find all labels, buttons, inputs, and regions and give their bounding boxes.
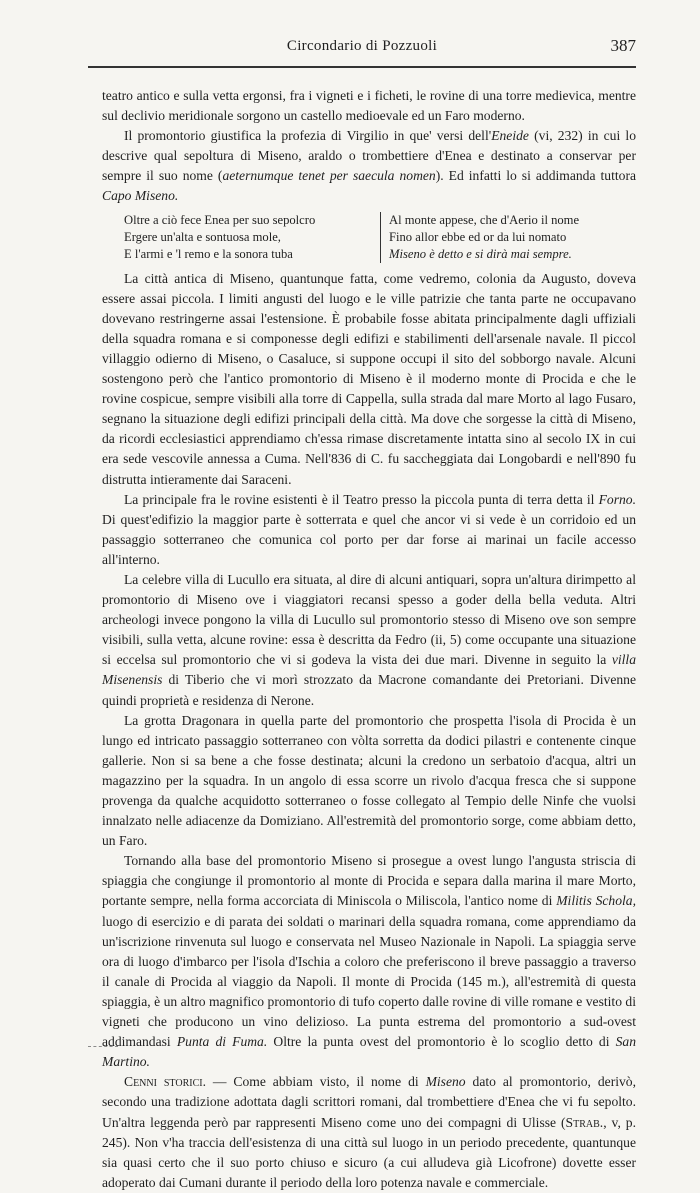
paragraph-8-text-a: — Come abbiam visto, il nome di bbox=[205, 1074, 426, 1090]
verse-line: Oltre a ciò fece Enea per suo sepolcro bbox=[124, 212, 316, 227]
paragraph-4-text-b: Di quest'edifizio la maggior parte è sotterrata e quel che ancor vi si vede è un corridoio ed un passaggio sotterraneo che comunica col porto per dar forse ai marinai un facile accesso all'interno. bbox=[102, 511, 636, 567]
verse-line: E l'armi e 'l remo e la sonora tuba bbox=[124, 246, 293, 261]
section-heading-cenni-storici: Cenni storici. bbox=[124, 1074, 206, 1090]
page-body bbox=[102, 86, 636, 1193]
verse-line: Al monte appese, che d'Aerio il nome bbox=[389, 212, 580, 227]
paragraph-6: La grotta Dragonara in quella parte del promontorio che prospetta l'isola di Procida è un lungo ed intricato passaggio sotterraneo con vòlta sorretta da dodici pilastri e contenente cinque gallerie. Non si sa bene a che fosse destinata; alcuni la credono un serbatoio d'acqua, altri un magazzino per la squadra. In un angolo di essa scorre un rivolo d'acqua fresca che si suppone provenga da qualche acquidotto sotterraneo o fosse collegato al Tempio delle Ninfe che vuolsi innalzato nelle adiacenze da Domiziano. All'estremità del promontorio sorge, come abbiam detto, un Faro. bbox=[102, 712, 636, 849]
page-number: 387 bbox=[610, 36, 636, 55]
forno-name: Forno. bbox=[598, 491, 636, 507]
paragraph-2-text-a: Il promontorio giustifica la profezia di Virgilio in que' versi dell' bbox=[124, 128, 492, 144]
verse-line: Ergere un'alta e sontuosa mole, bbox=[124, 229, 281, 244]
verse-quotation bbox=[102, 212, 636, 263]
paragraph-2 bbox=[102, 126, 636, 206]
paragraph-8-text-b: dato al promontorio, derivò, secondo una tradizione adottata dagli scrittori romani, dal trombettiere d'Enea che vi fu sepolto. Un'altra leggenda però par rappresenti Miseno come uno dei compagni di Ulisse ( bbox=[102, 1074, 636, 1130]
paragraph-4-text-a: La principale fra le rovine esistenti è il Teatro presso la piccola punta di terra detta il bbox=[124, 491, 599, 507]
paragraph-8 bbox=[102, 1072, 636, 1193]
paragraph-5 bbox=[102, 570, 636, 711]
miseno-name: Miseno bbox=[425, 1074, 466, 1090]
verse-right-column bbox=[380, 212, 579, 263]
paragraph-4 bbox=[102, 490, 636, 570]
paragraph-5-text-b: di Tiberio che vi morì strozzato da Macrone comandante dei Pretoriani. Divenne quindi proprietà e residenza di Nerone. bbox=[102, 672, 636, 708]
verse-line: Miseno è detto e si dirà mai sempre. bbox=[389, 246, 572, 261]
san-martino: San Martino. bbox=[102, 1034, 636, 1070]
running-title: Circondario di Pozzuoli bbox=[286, 38, 438, 54]
paragraph-8-text-c: , v, p. 245). Non v'ha traccia dell'esistenza di una città sul luogo in un periodo precedente, quantunque sia quasi certo che il suo porto chiuso e sicuro (a cui alludeva già Licofrone) dovette esser adoperato dai Cumani durante il periodo della loro potenza navale e commerciale. bbox=[102, 1114, 637, 1190]
punta-di-fuma: Punta di Fuma. bbox=[176, 1034, 268, 1050]
paragraph-7 bbox=[102, 851, 636, 1072]
paragraph-2-text-b: (vi, 232) in cui lo descrive qual sepoltura di Miseno, araldo o trombettiere d'Enea e destinato a conservar per sempre il suo nome ( bbox=[102, 128, 636, 184]
verse-left-column bbox=[102, 212, 376, 263]
running-header bbox=[88, 30, 636, 70]
paragraph-3: La città antica di Miseno, quantunque fatta, come vedremo, colonia da Augusto, doveva essere assai piccola. I limiti angusti del luogo e le ville patrizie che tanta parte ne occupavano dovevano restringerne assai l'estensione. È probabile fosse abitata principalmente dagli uffiziali della squadra romana e si componesse degli edifizi e stabilimenti dell'arsenale navale. Il piccol villaggio odierno di Miseno, o Casaluce, si suppone occupi il sito del sobborgo navale. Alcuni sostengono però che l'antico promontorio di Miseno è il moderno monte di Procida e che le rovine cospicue, sempre visibili alla torre di Cappella, sulla strada dal mare Morto al lago Fusaro, segnano la situazione degli edifizi principali della città. Ma dove che sorgesse la città di Miseno, da ricordi ecclesiastici apprendiamo ch'essa rimase discretamente intatta sino al secolo IX in cui era sede vescovile annessa a Cuma. Nell'836 di C. fu saccheggiata dai Longobardi e nell'890 fu distrutta intieramente dai Saraceni. bbox=[102, 270, 636, 487]
strabo-reference: Strab. bbox=[565, 1114, 604, 1130]
capo-miseno: Capo Miseno. bbox=[102, 188, 179, 204]
verse-line: Fino allor ebbe ed or da lui nomato bbox=[389, 229, 567, 244]
bottom-mark bbox=[88, 1046, 118, 1047]
paragraph-2-text-c: ). Ed infatti lo si addimanda tuttora bbox=[435, 168, 637, 184]
paragraph-5-text-a: La celebre villa di Lucullo era situata, al dire di alcuni antiquari, sopra un'altura dirimpetto al promontorio di Miseno ove i viaggiatori recansi spesso a goder della bella veduta. Altri archeologi invece pongono la villa di Lucullo sul promontorio stesso di Miseno ove son sempre visibili, sulla vetta, alcune rovine: essa è descritta da Fedro (ii, 5) come occupante una situazione si eccelsa sul promontorio che vi si godeva la vista dei due mari. Divenne in seguito la bbox=[102, 571, 636, 668]
paragraph-1: teatro antico e sulla vetta ergonsi, fra i vigneti e i ficheti, le rovine di una torre medievica, mentre sul declivio meridionale sorgono un castello medioevale ed un Faro moderno. bbox=[102, 88, 636, 124]
militis-schola: Militis Schola, bbox=[556, 893, 636, 909]
paragraph-7-text-c: Oltre la punta ovest del promontorio è lo scoglio detto di bbox=[267, 1034, 616, 1050]
header-rule bbox=[88, 66, 636, 68]
villa-misenensis: villa Misenensis bbox=[102, 652, 636, 688]
eneide-title: Eneide bbox=[491, 128, 529, 144]
paragraph-7-text-a: Tornando alla base del promontorio Miseno si prosegue a ovest lungo l'angusta striscia di spiaggia che congiunge il promontorio al monte di Procida e separa dalla marina il mare Morto, portante sempre, nella forma accorciata di Miniscola o Miliscola, l'antico nome di bbox=[102, 853, 636, 909]
latin-quote: aeternumque tenet per saecula nomen bbox=[222, 168, 436, 184]
paragraph-7-text-b: luogo di esercizio e di parata dei soldati o marinari della squadra romana, come apprendiamo da un'iscrizione rinvenuta sul luogo e conservata nel Museo Nazionale in Napoli. La spiaggia serve ora di luogo d'imbarco per l'isola d'Ischia a coloro che preferiscono il breve passaggio a traverso il canale di Procida al viaggio da Napoli. Il monte di Procida (145 m.), all'estremità di questa spiaggia, è un altro magnifico promontorio di tufo coperto dalle rovine di ville romane e vestito di vigneti che producono un vino delizioso. La punta estrema del promontorio a sud-ovest addimandasi bbox=[102, 913, 636, 1050]
